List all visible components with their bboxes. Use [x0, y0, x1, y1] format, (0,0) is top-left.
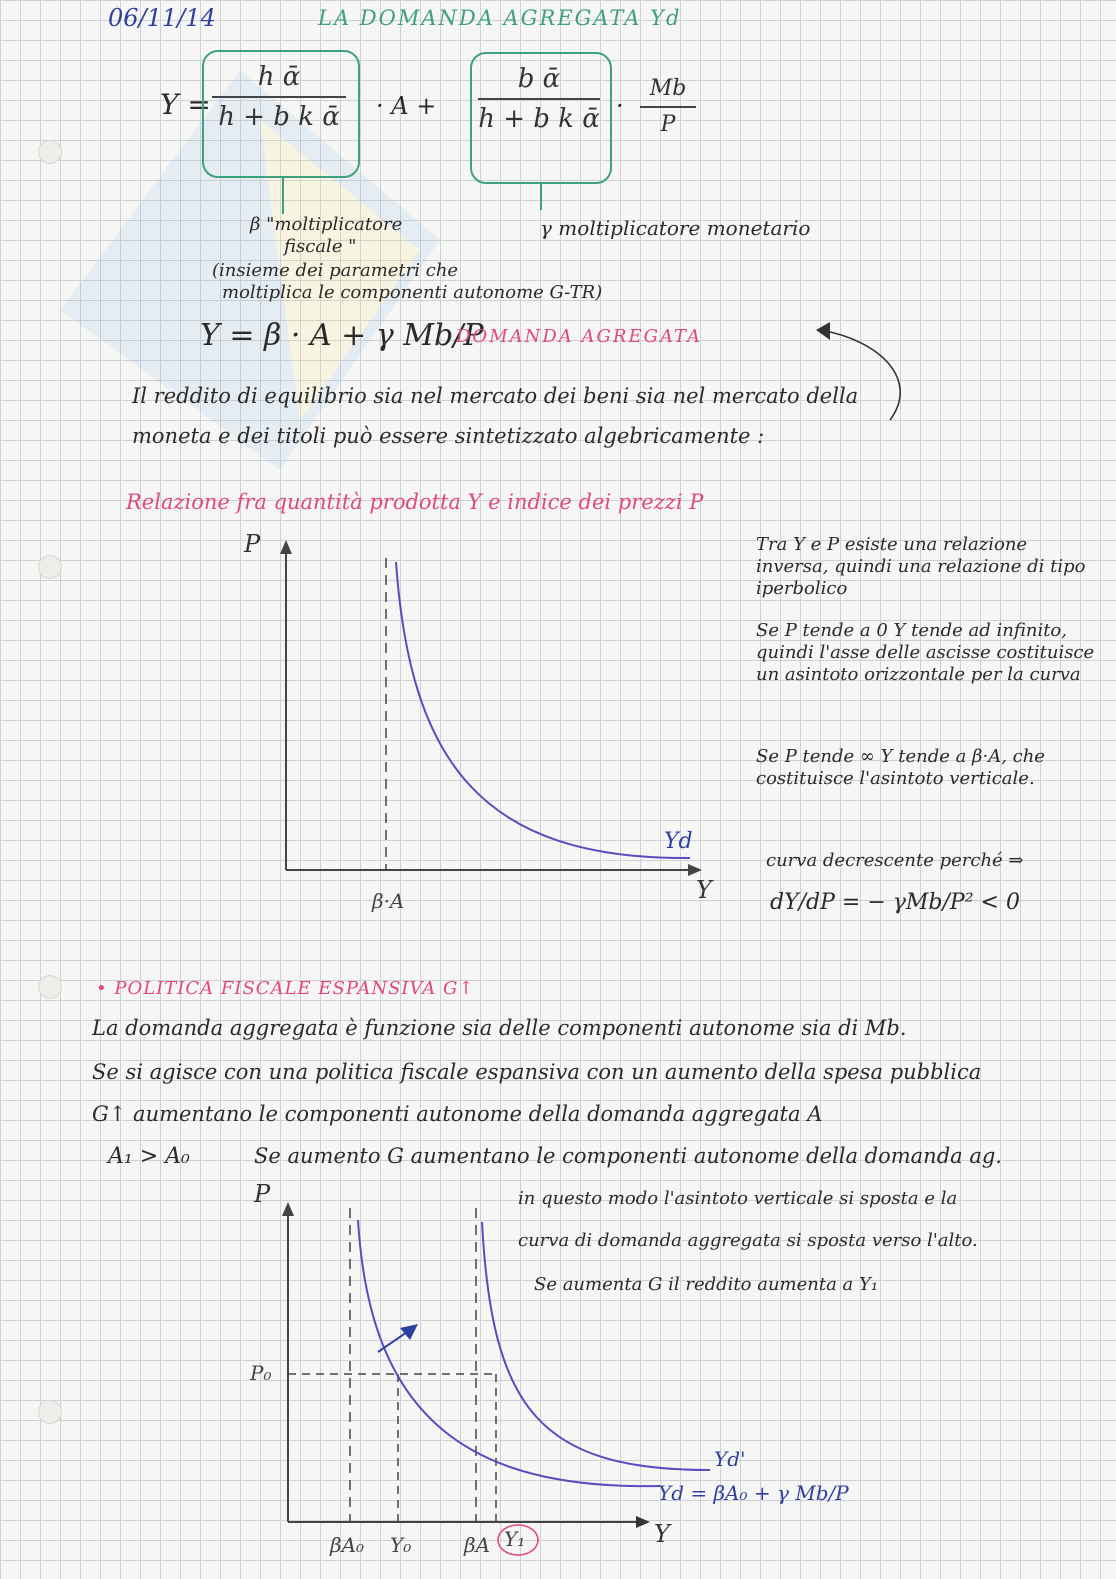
section2-line-4: Se aumento G aumentano le componenti autonome della domanda ag.: [254, 1144, 1002, 1168]
fraction-beta-numerator: h ᾱ: [257, 62, 301, 92]
paragraph-line-1: Il reddito di equilibrio sia nel mercato dei beni sia nel mercato della: [132, 384, 859, 408]
chart1-x-arrow: [688, 864, 702, 876]
derivative-formula: dY/dP = − γMb/P² < 0: [770, 890, 1020, 915]
section2-inequality: A₁ > A₀: [108, 1144, 190, 1169]
binder-hole: [38, 555, 62, 579]
formula1-times-a: · A +: [376, 92, 437, 120]
chart2-y-arrow: [282, 1202, 294, 1216]
beta-description-2: moltiplica le componenti autonome G-TR): [222, 282, 603, 303]
chart2-shift-arrow-head: [400, 1324, 418, 1340]
aggregate-demand-label: DOMANDA AGREGATA: [456, 326, 703, 347]
fraction-gamma-numerator: b ᾱ: [517, 64, 561, 94]
formula1-lhs: Y =: [160, 88, 211, 121]
beta-label: β "moltiplicatore: [250, 214, 403, 235]
chart1-curve-label: Yd: [664, 829, 693, 854]
chart-aggregate-demand: [244, 530, 712, 913]
chart2-curve-label-yd: Yd = βA₀ + γ Mb/P: [658, 1481, 849, 1505]
decreasing-curve-note: curva decrescente perché ⇒: [766, 850, 1024, 871]
chart2-curve-yd: [358, 1220, 660, 1486]
section2-line-3: G↑ aumentano le componenti autonome della domanda aggregata A: [92, 1102, 823, 1126]
side-note-vertical-asymptote: Se P tende ∞ Y tende a β·A, che costituisce l'asintoto verticale.: [756, 746, 1045, 789]
chart2-x-arrow: [636, 1516, 650, 1528]
chart2-y-label: P: [254, 1180, 271, 1208]
fraction-beta-denominator: h + b k ᾱ: [218, 102, 340, 132]
side-note-inverse-relation: Tra Y e P esiste una relazione inversa, quindi una relazione di tipo iperbolico: [756, 534, 1086, 599]
section2-side-1: in questo modo l'asintoto verticale si sposta e la: [518, 1188, 958, 1209]
section2-side-2: curva di domanda aggregata si sposta verso l'alto.: [518, 1230, 978, 1251]
section2-heading: • POLITICA FISCALE ESPANSIVA G↑: [96, 978, 475, 999]
paragraph-line-2: moneta e dei titoli può essere sintetizzato algebricamente :: [132, 424, 765, 448]
side-note-horizontal-asymptote: Se P tende a 0 Y tende ad infinito, quindi l'asse delle ascisse costituisce un asintoto orizzontale per la curva: [756, 620, 1095, 685]
page-title: LA DOMANDA AGREGATA Yd: [318, 6, 682, 30]
section1-heading: Relazione fra quantità prodotta Y e indice dei prezzi P: [126, 490, 704, 514]
chart2-x-label: Y: [654, 1520, 670, 1548]
note-date: 06/11/14: [108, 4, 216, 32]
chart2-curve-yd-prime: [482, 1222, 710, 1470]
binder-hole: [38, 1400, 62, 1424]
chart1-x-label: Y: [696, 876, 712, 904]
binder-hole: [38, 975, 62, 999]
section2-line-2: Se si agisce con una politica fiscale espansiva con un aumento della spesa pubblica: [92, 1060, 982, 1084]
beta-label-fiscale: fiscale ": [284, 236, 357, 257]
gamma-label: γ moltiplicatore monetario: [540, 216, 811, 240]
beta-description-1: (insieme dei parametri che: [212, 260, 459, 281]
chart1-y-arrow: [280, 540, 292, 554]
chart1-asymptote-label: β·A: [372, 889, 405, 913]
section2-line-1: La domanda aggregata è funzione sia delle componenti autonome sia di Mb.: [92, 1016, 907, 1040]
fraction-money: Mb: [649, 76, 687, 101]
chart-fiscal-expansion: [240, 1180, 860, 1570]
fraction-price: P: [660, 112, 676, 137]
section2-side-3: Se aumenta G il reddito aumenta a Y₁: [534, 1274, 879, 1295]
fraction-gamma-denominator: h + b k ᾱ: [478, 104, 600, 134]
chart2-x-label-ba0: βA₀: [330, 1533, 365, 1557]
chart2-x-label-y1: Y₁: [504, 1527, 526, 1551]
formula1-dot: ·: [616, 92, 624, 120]
aggregate-demand-formula: Y = β · A + γ Mb/P: [200, 318, 484, 353]
chart2-curve-label-yd-prime: Yd': [714, 1447, 746, 1471]
chart1-y-label: P: [244, 530, 261, 558]
chart1-demand-curve: [396, 562, 690, 858]
curved-arrow-head: [816, 322, 830, 340]
chart2-x-label-ba: βA: [464, 1533, 491, 1557]
chart2-x-label-y0: Y₀: [390, 1533, 412, 1557]
chart2-p0-label: P₀: [250, 1361, 272, 1385]
